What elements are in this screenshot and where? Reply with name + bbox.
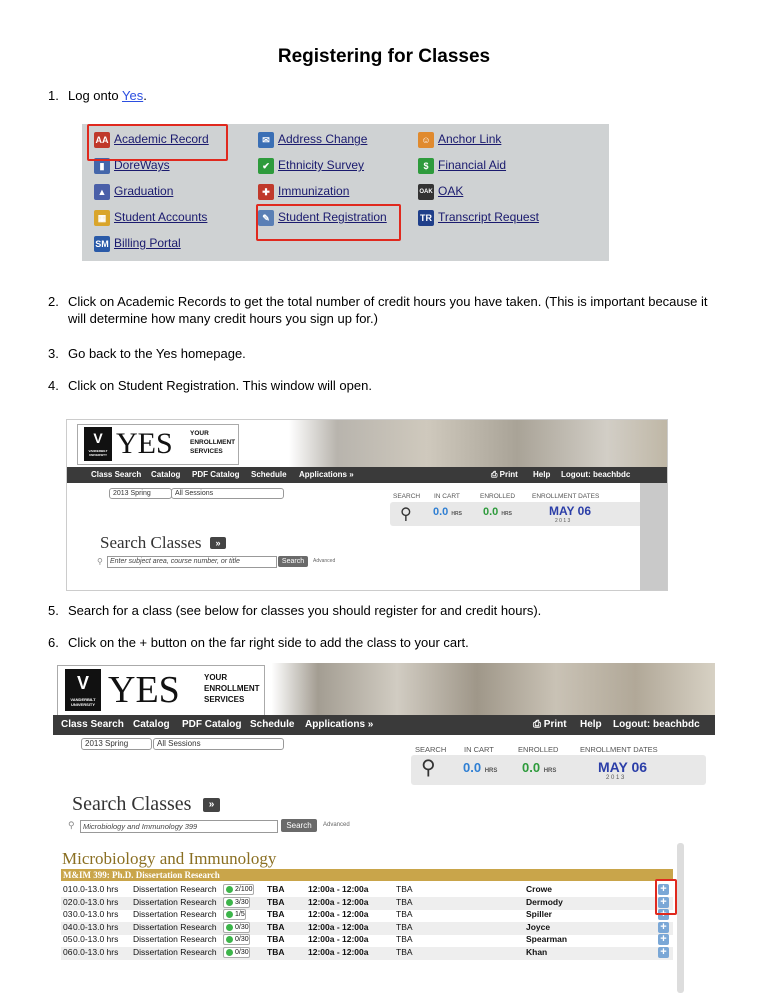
table-row[interactable] [61,947,673,960]
link-student-accounts[interactable] [94,210,207,226]
seats-badge: 1/5 [223,909,246,920]
doreways-icon: ▮ [94,158,110,174]
enrollment-date: MAY 06 [549,504,592,518]
link-label: Transcript Request [438,210,539,225]
term-value: 2013 Spring [113,490,151,497]
step-number: 6. [48,635,59,650]
credit-hours: 0.0-13.0 hrs [73,909,119,920]
link-billing-portal[interactable] [94,236,181,252]
stat-label: SEARCH [393,493,421,500]
section-number: 06 [63,947,73,957]
section-number: 01 [63,884,73,894]
student-registration-icon: ✎ [258,210,274,226]
dollar-icon: $ [418,158,434,174]
table-row[interactable] [61,934,673,947]
checkmark-icon: ✔ [258,158,274,174]
term-value: 2013 Spring [85,739,129,748]
class-days: TBA [267,896,285,907]
step-5 [48,602,728,619]
anchor-link-icon: ☺ [418,132,434,148]
in-cart-value [433,506,462,518]
nav-pdf-catalog[interactable]: PDF Catalog [182,719,242,730]
class-days: TBA [267,947,285,957]
search-icon[interactable]: ⚲ [400,506,412,523]
nav-class-search[interactable]: Class Search [61,719,124,730]
page-title: Registering for Classes [277,46,491,67]
class-name: Dissertation Research [133,947,217,957]
link-transcript-request[interactable] [418,210,539,226]
stat-label: ENROLLMENT DATES [532,493,600,500]
nav-class-search[interactable]: Class Search [91,470,142,479]
seats-badge: 0/30 [223,922,250,933]
hrs-unit: HRS [484,768,498,774]
nav-logout[interactable]: Logout: beachbdc [613,719,700,730]
step-6 [48,634,728,651]
session-select[interactable] [171,488,284,499]
step-2 [48,293,728,327]
red-cross-icon: ✚ [258,184,274,200]
step-text-end: . [143,88,147,103]
tr-icon: TR [418,210,434,226]
class-location: TBA [396,884,413,894]
step-number: 1. [48,88,59,103]
class-days: TBA [267,921,285,932]
section-number: 03 [63,909,73,920]
link-label: DoreWays [114,158,170,173]
link-label: Academic Record [114,132,209,147]
nav-schedule[interactable]: Schedule [251,470,287,479]
logo-sub-line: ENROLLMENT [190,439,236,446]
link-ethnicity-survey[interactable] [258,158,364,174]
add-to-cart-plus-icon[interactable]: + [658,934,669,945]
printer-icon: ⎙ [533,719,544,730]
section-number: 02 [63,896,73,907]
seats-badge: 2/100 [223,884,254,895]
in-cart-number: 0.0 [463,760,482,775]
class-time: 12:00a - 12:00a [308,947,369,957]
link-label: Ethnicity Survey [278,158,365,173]
class-days: TBA [267,884,285,894]
nav-pdf-catalog[interactable]: PDF Catalog [192,470,240,479]
step-text: Click on the + button on the far right side to add the class to your cart. [68,635,469,650]
link-label: Student Accounts [114,210,208,225]
class-location: TBA [396,934,413,945]
stat-label: SEARCH [415,745,447,754]
yes-logo-sub [204,672,260,705]
class-name: Dissertation Research [133,921,217,932]
enrolled-value [483,506,512,518]
step-number: 2. [48,294,59,309]
printer-icon: ⎙ [491,470,500,479]
search-icon[interactable]: ⚲ [421,757,436,779]
add-to-cart-plus-icon[interactable]: + [658,909,669,920]
class-location: TBA [396,896,413,907]
search-placeholder: Enter subject area, course number, or title [110,558,240,565]
step-1 [48,87,728,104]
sm-icon: SM [94,236,110,252]
yes-logo-sub [190,429,235,456]
course-header[interactable]: M&IM 399: Ph.D. Dissertation Research [61,869,673,881]
table-row[interactable] [61,909,673,922]
session-value: All Sessions [157,739,201,748]
session-value: All Sessions [175,490,214,497]
step-number: 4. [48,378,59,393]
scrollbar[interactable] [677,843,684,993]
address-change-icon: ✉ [258,132,274,148]
in-cart-value [463,760,497,775]
class-time: 12:00a - 12:00a [308,884,369,894]
class-location: TBA [396,909,413,920]
credit-hours: 0.0-13.0 hrs [73,947,119,957]
scroll-gutter [640,483,667,591]
class-time: 12:00a - 12:00a [308,921,369,932]
add-to-cart-plus-icon[interactable]: + [658,922,669,933]
print-label: Print [499,470,518,479]
enrolled-number: 0.0 [522,760,541,775]
nav-applications[interactable]: Applications » [305,719,374,730]
link-label: Graduation [114,184,174,199]
term-select[interactable] [81,738,152,750]
student-registration-highlight-box [256,204,401,241]
step-text: Click on Student Registration. This window will open. [68,378,372,393]
add-to-cart-plus-icon[interactable]: + [658,884,669,895]
stat-label: ENROLLMENT DATES [580,745,658,754]
subject-heading: Microbiology and Immunology [62,849,277,868]
logo-sub-line: SERVICES [204,695,245,704]
instructor-name: Spiller [526,909,552,920]
instructor-name: Spearman [526,934,568,945]
vanderbilt-shield-icon: V VANDERBILT UNIVERSITY [84,427,112,461]
yes-banner [67,420,667,467]
instructor-name: Crowe [526,884,552,894]
link-label: Financial Aid [438,158,507,173]
nav-catalog[interactable]: Catalog [151,470,181,479]
logo-sub-line: YOUR [190,430,209,437]
step-text: Go back to the Yes homepage. [68,346,246,361]
oak-icon: OAK [418,184,434,200]
nav-schedule[interactable]: Schedule [250,719,295,730]
class-time: 12:00a - 12:00a [308,896,369,907]
instructor-name: Joyce [526,921,551,932]
link-label: OAK [438,184,464,199]
academic-record-highlight-box [87,124,228,161]
class-days: TBA [267,909,285,920]
class-time: 12:00a - 12:00a [308,934,369,945]
add-to-cart-plus-icon[interactable]: + [658,947,669,958]
credit-hours: 0.0-13.0 hrs [73,921,119,932]
credit-hours: 0.0-13.0 hrs [73,884,119,894]
step-4 [48,377,728,394]
stat-label: ENROLLED [518,745,559,754]
search-button[interactable]: Search [281,819,317,832]
link-graduation[interactable] [94,184,173,200]
yes-nav-bar [67,467,667,483]
print-label: Print [543,719,567,730]
hrs-unit: HRS [451,511,462,517]
yes-logo [77,424,239,465]
link-anchor-link[interactable] [418,132,501,148]
step-3 [48,345,728,362]
in-cart-number: 0.0 [433,506,449,518]
seats-badge: 0/30 [223,934,250,945]
table-row[interactable] [61,922,673,935]
term-select[interactable] [109,488,172,499]
add-to-cart-plus-icon[interactable]: + [658,897,669,908]
table-row[interactable] [61,884,673,897]
class-time: 12:00a - 12:00a [308,909,369,920]
hrs-unit: HRS [543,768,557,774]
seats-badge: 0/30 [223,947,250,958]
yes-results-screenshot [53,663,715,994]
instructor-name: Dermody [526,896,563,907]
session-select[interactable] [153,738,284,750]
nav-applications[interactable]: Applications » [299,470,354,479]
yes-logo [57,665,265,716]
enrollment-year: 2 0 1 3 [606,775,625,781]
search-input[interactable] [107,556,277,568]
plus-highlight-box [655,879,677,915]
link-label: Anchor Link [438,132,502,147]
shield-text: VANDERBILT UNIVERSITY [70,697,96,707]
expand-arrow-button[interactable]: » [210,537,226,549]
academic-record-icon: AA [94,132,110,148]
stat-label: IN CART [464,745,494,754]
link-label: Immunization [278,184,350,199]
search-value: Microbiology and Immunology 399 [83,822,198,831]
step-number: 3. [48,346,59,361]
link-oak[interactable] [418,184,463,200]
step-text: Search for a class (see below for classes you should register for and credit hours). [68,603,542,618]
section-number: 05 [63,934,73,945]
print-button[interactable] [533,715,567,735]
enrollment-date: MAY 06 [598,759,648,775]
class-location: TBA [396,921,413,932]
section-number: 04 [63,921,73,932]
class-name: Dissertation Research [133,934,217,945]
magnifier-icon: ⚲ [97,557,103,566]
link-label: Billing Portal [114,236,181,251]
instructor-name: Khan [526,947,548,957]
links-panel-screenshot [82,124,609,261]
logo-sub-line: ENROLLMENT [204,684,260,693]
graduation-icon: ▲ [94,184,110,200]
table-row[interactable] [61,897,673,910]
nav-logout[interactable]: Logout: beachbdc [561,470,631,479]
credit-hours: 0.0-13.0 hrs [73,934,119,945]
search-classes-heading: Search Classes [100,533,202,552]
enrolled-number: 0.0 [483,506,499,518]
yes-link[interactable]: Yes [121,88,144,103]
class-location: TBA [396,947,413,957]
student-accounts-icon: ▦ [94,210,110,226]
class-name: Dissertation Research [133,884,217,894]
link-address-change[interactable] [258,132,367,148]
step-text: Click on Academic Records to get the total number of credit hours you have taken. (This is important because it will determine how many credit hours you sign up for.) [68,294,708,326]
link-financial-aid[interactable] [418,158,506,174]
link-label: Student Registration [278,210,387,225]
expand-arrow-button[interactable]: » [203,798,220,812]
print-button[interactable] [491,467,518,483]
shield-text: VANDERBILT UNIVERSITY [88,449,108,457]
yes-logo-word: YES [116,427,173,460]
yes-logo-word: YES [108,669,180,711]
vanderbilt-shield-icon: V VANDERBILT UNIVERSITY [65,669,101,711]
logo-sub-line: SERVICES [190,448,223,455]
enrollment-year: 2 0 1 3 [555,518,571,524]
enrolled-value [522,760,556,775]
nav-help[interactable]: Help [533,470,551,479]
magnifier-icon: ⚲ [68,820,75,830]
credit-hours: 0.0-13.0 hrs [73,896,119,907]
yes-nav-bar [53,715,715,735]
search-input[interactable] [80,820,278,833]
step-number: 5. [48,603,59,618]
search-button[interactable]: Search [278,556,308,567]
link-immunization[interactable] [258,184,349,200]
advanced-link[interactable]: Advanced [323,822,350,828]
link-label: Address Change [278,132,368,147]
stats-panel [390,502,652,526]
nav-catalog[interactable]: Catalog [133,719,170,730]
nav-help[interactable]: Help [580,719,602,730]
search-classes-heading: Search Classes [72,793,192,815]
logo-sub-line: YOUR [204,673,228,682]
class-days: TBA [267,934,285,945]
class-name: Dissertation Research [133,896,217,907]
class-name: Dissertation Research [133,909,217,920]
step-text: Log onto [68,88,122,103]
yes-search-screenshot [66,419,668,591]
stat-label: ENROLLED [480,493,516,500]
stat-label: IN CART [434,493,460,500]
hrs-unit: HRS [501,511,512,517]
advanced-link[interactable]: Advanced [313,558,336,564]
stats-panel [411,755,706,785]
seats-badge: 3/30 [223,897,250,908]
